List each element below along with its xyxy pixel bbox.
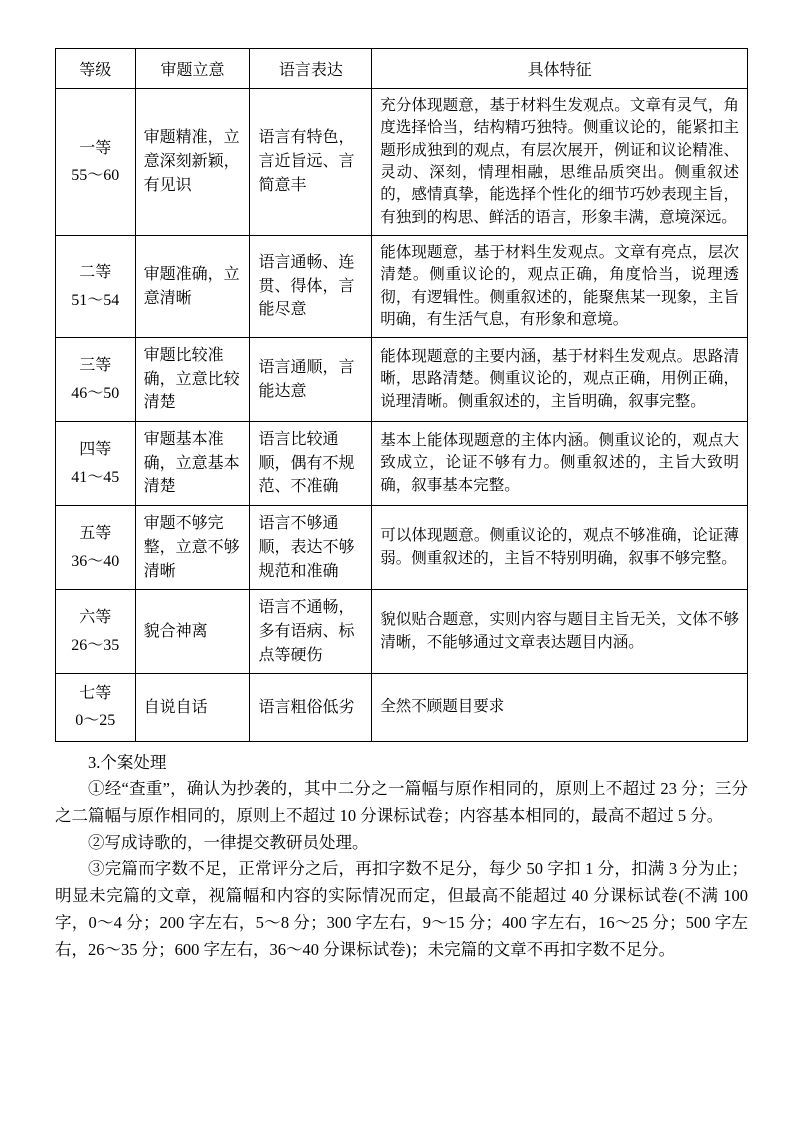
notes-title: 3.个案处理 — [88, 752, 167, 772]
features-cell: 能体现题意的主要内涵，基于材料生发观点。思路清晰，思路清楚。侧重议论的，观点正确，用例正确，说理清晰。侧重叙述的，主旨明确，叙事完整。 — [372, 338, 748, 422]
note-item-3: ③完篇而字数不足，正常评分之后，再扣字数不足分，每少 50 字扣 1 分，扣满 3 分为止；明显未完篇的文章，视篇幅和内容的实际情况而定，但最高不能超过 40 分课标试卷(不满 100 字，0～4 分；200 字左右，5～8 分；300 字左右，9～15 分；400 字左右，16～25 分；500 字左右，26～35 分；600 字左右，36～40 分课标试卷)；未完篇的文章不再扣字数不足分。 — [55, 859, 748, 959]
grade-range: 46～50 — [71, 384, 120, 402]
notes-section — [55, 750, 748, 964]
grade-label: 一等 — [79, 139, 112, 157]
grade-cell — [56, 338, 136, 422]
language-cell: 语言比较通顺，偶有不规范、不准确 — [250, 422, 372, 506]
grading-rubric-table — [55, 48, 748, 742]
table-row — [56, 674, 748, 741]
col-header-topic: 审题立意 — [135, 49, 250, 89]
language-cell: 语言通顺，言能达意 — [250, 338, 372, 422]
topic-cell: 审题比较准确，立意比较清楚 — [135, 338, 250, 422]
grade-cell — [56, 235, 136, 337]
grade-label: 五等 — [79, 525, 112, 543]
grade-range: 0～25 — [75, 712, 116, 730]
topic-cell: 审题不够完整，立意不够清晰 — [135, 506, 250, 590]
features-cell: 基本上能体现题意的主体内涵。侧重议论的，观点大致成立，论证不够有力。侧重叙述的，主旨大致明确，叙事基本完整。 — [372, 422, 748, 506]
table-row — [56, 338, 748, 422]
grade-cell — [56, 89, 136, 236]
note-item-1: ①经“查重”，确认为抄袭的，其中二分之一篇幅与原作相同的，原则上不超过 23 分；三分之二篇幅与原作相同的，原则上不超过 10 分课标试卷；内容基本相同的，最高不超过 5 分。 — [55, 779, 748, 825]
grade-label: 三等 — [79, 357, 112, 375]
language-cell: 语言通畅、连贯、得体，言能尽意 — [250, 235, 372, 337]
grade-range: 51～54 — [71, 291, 120, 309]
features-cell: 充分体现题意，基于材料生发观点。文章有灵气，角度选择恰当，结构精巧独特。侧重议论的，能紧扣主题形成独到的观点，有层次展开，例证和议论精准、灵动、深刻，情理相融，思维品质突出。侧重叙述的，感情真挚，能选择个性化的细节巧妙表现主旨，有独到的构思、鲜活的语言，形象丰满，意境深远。 — [372, 89, 748, 236]
grade-range: 26～35 — [71, 636, 120, 654]
topic-cell: 审题精准，立意深刻新颖，有见识 — [135, 89, 250, 236]
language-cell: 语言不通畅，多有语病、标点等硬伤 — [250, 590, 372, 674]
topic-cell: 审题基本准确，立意基本清楚 — [135, 422, 250, 506]
grade-label: 七等 — [79, 685, 112, 703]
grade-label: 六等 — [79, 609, 112, 627]
col-header-grade: 等级 — [56, 49, 136, 89]
features-cell: 可以体现题意。侧重议论的，观点不够准确，论证薄弱。侧重叙述的，主旨不特别明确，叙事不够完整。 — [372, 506, 748, 590]
table-row — [56, 235, 748, 337]
table-row — [56, 422, 748, 506]
grade-cell — [56, 674, 136, 741]
language-cell: 语言不够通顺，表达不够规范和准确 — [250, 506, 372, 590]
grade-cell — [56, 590, 136, 674]
language-cell: 语言有特色，言近旨远、言简意丰 — [250, 89, 372, 236]
note-item-2: ②写成诗歌的，一律提交教研员处理。 — [88, 832, 369, 852]
grade-range: 36～40 — [71, 552, 120, 570]
header-row — [56, 49, 748, 89]
table-row — [56, 590, 748, 674]
table-row — [56, 89, 748, 236]
col-header-language: 语言表达 — [250, 49, 372, 89]
topic-cell: 自说自话 — [135, 674, 250, 741]
grade-range: 41～45 — [71, 468, 120, 486]
language-cell: 语言粗俗低劣 — [250, 674, 372, 741]
features-cell: 貌似贴合题意，实则内容与题目主旨无关，文体不够清晰，不能够通过文章表达题目内涵。 — [372, 590, 748, 674]
grade-label: 二等 — [79, 264, 112, 282]
topic-cell: 审题准确，立意清晰 — [135, 235, 250, 337]
grade-cell — [56, 422, 136, 506]
grade-cell — [56, 506, 136, 590]
topic-cell: 貌合神离 — [135, 590, 250, 674]
table-row — [56, 506, 748, 590]
grade-label: 四等 — [79, 441, 112, 459]
features-cell: 能体现题意，基于材料生发观点。文章有亮点，层次清楚。侧重议论的，观点正确，角度恰当，说理透彻，有逻辑性。侧重叙述的，能聚焦某一现象，主旨明确，有生活气息，有形象和意境。 — [372, 235, 748, 337]
col-header-features: 具体特征 — [372, 49, 748, 89]
features-cell: 全然不顾题目要求 — [372, 674, 748, 741]
grade-range: 55～60 — [71, 166, 120, 184]
